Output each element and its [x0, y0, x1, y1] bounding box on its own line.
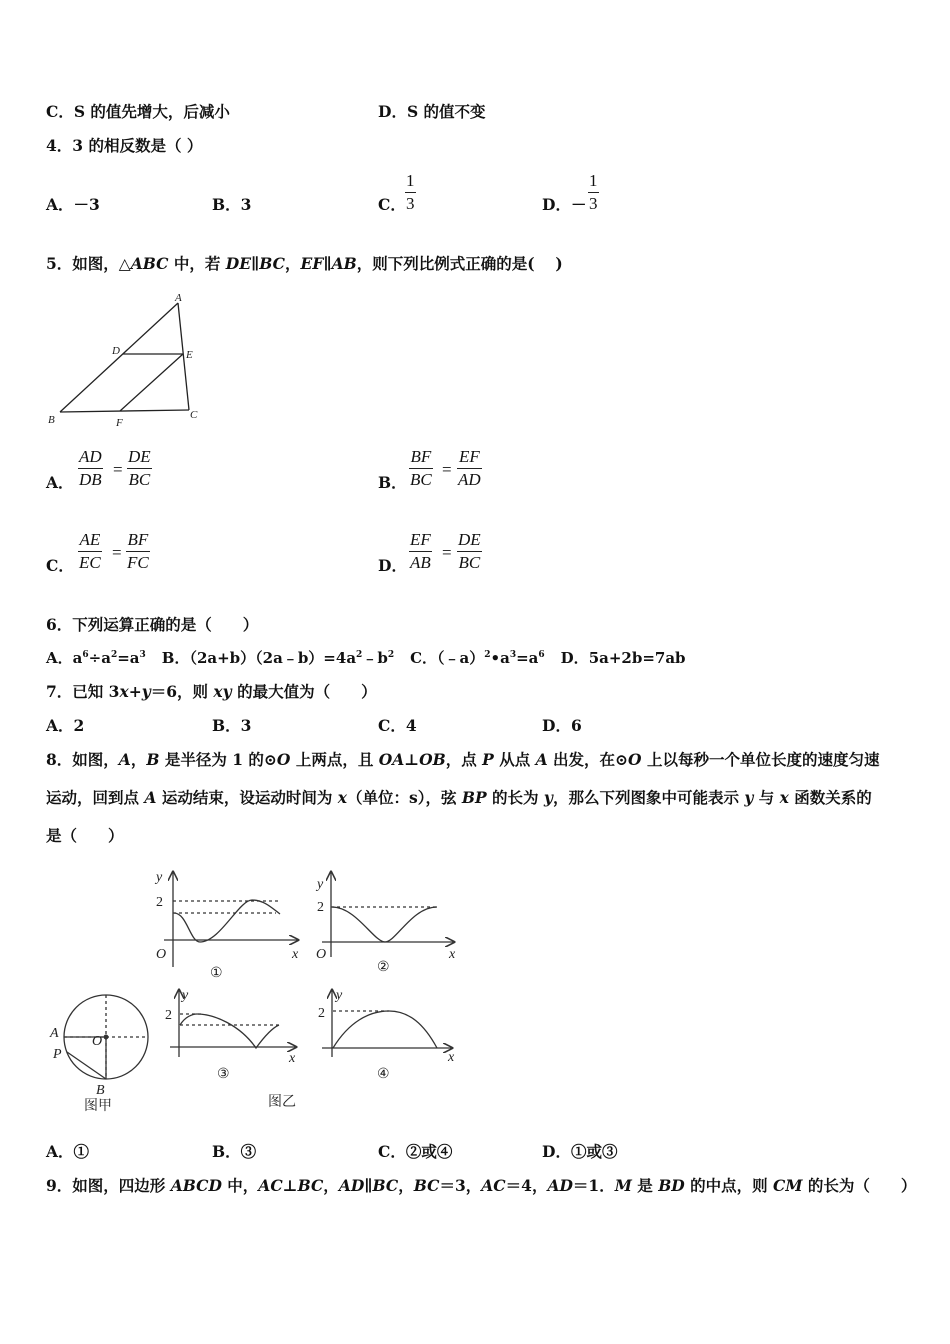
denominator: FC: [127, 553, 149, 572]
caption-yi: 图乙: [268, 1095, 296, 1110]
label-d: D: [112, 345, 120, 357]
origin-label: O: [316, 947, 327, 962]
q8-stem-line-3: 是（ ）: [46, 826, 124, 845]
curve: [174, 900, 280, 942]
text: 运动，回到点: [46, 788, 145, 807]
q8-stem-line-1: [46, 750, 879, 770]
math-var: A: [144, 788, 157, 807]
graph-4-number: ④: [377, 1067, 390, 1082]
math-var: BC: [259, 254, 285, 273]
text: ，则下列比例式正确的是( ): [356, 254, 563, 273]
math-var: xy: [213, 682, 232, 701]
expr: 5a+2b=7ab: [588, 649, 686, 667]
text: 7．已知 3: [46, 682, 120, 701]
text: ＝3，: [439, 1176, 482, 1195]
q5-option-a-label: A．: [46, 473, 74, 492]
math-var: y: [141, 682, 151, 701]
numerator: EF: [410, 530, 431, 549]
math-var: x: [779, 788, 789, 807]
text: 的中点，则: [684, 1176, 774, 1195]
expr: ﹣b: [362, 649, 388, 667]
segment-ef: [120, 354, 183, 411]
exponent: 2: [387, 650, 395, 660]
expr: （﹣a）: [437, 649, 485, 667]
text: 出发，在⊙: [547, 750, 629, 769]
tick-2: 2: [156, 895, 163, 910]
y-label: y: [336, 988, 343, 1003]
q5-c-fraction-right: [126, 529, 150, 574]
denominator: BC: [410, 470, 432, 489]
text: 中，: [221, 1176, 259, 1195]
exponent: 6: [82, 650, 89, 660]
math-var: AC: [481, 1176, 506, 1195]
math-var: AD: [547, 1176, 573, 1195]
point-b-label: B: [96, 1083, 105, 1098]
q8-option-d: D．①或③: [542, 1142, 618, 1161]
q8-figure: [44, 862, 464, 1124]
text: 上两点，且: [290, 750, 379, 769]
math-var: P: [482, 750, 494, 769]
text: ，: [398, 1176, 414, 1195]
q8-option-c: C．②或④: [378, 1142, 453, 1161]
chord-bp: [67, 1052, 106, 1079]
text: 函数关系的: [788, 788, 872, 807]
exponent: 2: [356, 650, 363, 660]
math-var: ABCD: [170, 1176, 222, 1195]
text: ＝1．: [572, 1176, 615, 1195]
numerator: DE: [458, 530, 481, 549]
graph-3-number: ③: [217, 1067, 230, 1082]
math-var: M: [614, 1176, 632, 1195]
numerator: AE: [79, 530, 101, 549]
q5-option-c-label: C．: [46, 556, 74, 575]
numerator: DE: [128, 447, 151, 466]
math-var: CM: [773, 1176, 803, 1195]
q3-option-c: C．S 的值先增大，后减小: [46, 102, 230, 121]
curve: [333, 1011, 437, 1048]
q6-stem: 6．下列运算正确的是（ ）: [46, 615, 259, 634]
q5-a-fraction-right: [127, 446, 152, 491]
parallel-symbol: ∥: [323, 254, 332, 273]
q4-option-d-fraction: [588, 170, 599, 215]
text: 的最大值为（ ）: [231, 682, 377, 701]
math-var: AD: [338, 1176, 365, 1195]
exponent: 2: [484, 650, 491, 660]
text: ，点: [445, 750, 483, 769]
q4-d-denominator: 3: [589, 194, 598, 213]
label-e: E: [186, 349, 193, 361]
q7-option-a: A．2: [46, 716, 85, 735]
perp-symbol: ⊥: [404, 750, 420, 769]
q8-option-b: B．③: [212, 1142, 257, 1161]
x-label: x: [289, 1051, 296, 1066]
text: ＝4，: [505, 1176, 548, 1195]
equals-sign: =: [112, 543, 122, 562]
exponent: 2: [110, 650, 118, 660]
numerator: BF: [410, 447, 432, 466]
text: 与: [753, 788, 780, 807]
math-var: A: [118, 750, 131, 769]
circle-figure: [64, 995, 148, 1079]
q9-stem: [46, 1176, 916, 1196]
q5-option-b-label: B．: [378, 473, 407, 492]
text: 9．如图，四边形: [46, 1176, 171, 1195]
expr: a: [72, 649, 83, 667]
tick-2: 2: [165, 1008, 172, 1023]
label-f: F: [116, 417, 123, 429]
option-label: A．: [46, 649, 73, 667]
math-var: y: [744, 788, 754, 807]
equals-sign: =: [442, 460, 452, 479]
q8-stem-line-2: [46, 788, 872, 808]
q4-option-a: A．－3: [46, 195, 100, 214]
q7-option-d: D．6: [542, 716, 582, 735]
q5-d-fraction-right: [457, 529, 482, 574]
q5-b-fraction-right: [457, 446, 482, 491]
text: 是: [631, 1176, 659, 1195]
side-bc: [60, 410, 189, 412]
numerator: BF: [127, 530, 149, 549]
perp-symbol: ⊥: [282, 1176, 298, 1195]
equals-sign: =: [442, 543, 452, 562]
expr: ÷a: [88, 649, 111, 667]
text: ，: [323, 1176, 339, 1195]
q4-option-d-label: D．－: [542, 195, 587, 214]
option-label: C．: [410, 649, 438, 667]
math-var: BC: [372, 1176, 399, 1195]
text: ，: [285, 254, 301, 273]
math-var: x: [337, 788, 347, 807]
q5-a-fraction-left: [78, 446, 103, 491]
text: 的长为: [486, 788, 544, 807]
denominator: BC: [128, 470, 151, 489]
center-point: [104, 1035, 108, 1039]
exponent: 6: [538, 650, 545, 660]
graph-3: [170, 990, 296, 1057]
option-label: D．: [560, 649, 589, 667]
text: 的长为（ ）: [802, 1176, 917, 1195]
text: +: [128, 682, 142, 701]
expr: （2a+b）（2a﹣b）=4a: [189, 649, 357, 667]
math-var: y: [543, 788, 553, 807]
q5-stem: [46, 254, 563, 274]
text: （单位：s），弦: [346, 788, 462, 807]
expr: =a: [117, 649, 140, 667]
graph-2: [322, 872, 454, 957]
point-o-label: O: [92, 1034, 103, 1049]
exponent: 3: [509, 650, 517, 660]
label-c: C: [190, 409, 198, 421]
q5-option-d-label: D．: [378, 556, 407, 575]
q4-c-denominator: 3: [406, 194, 415, 213]
math-var: O: [276, 750, 291, 769]
label-b: B: [48, 414, 55, 426]
x-label: x: [449, 947, 456, 962]
graph-1: [164, 872, 298, 967]
denominator: DB: [79, 470, 102, 489]
denominator: AB: [410, 553, 431, 572]
math-var: O: [628, 750, 642, 769]
math-var: AB: [331, 254, 357, 273]
q4-stem: 4．3 的相反数是（ ）: [46, 136, 203, 155]
side-ab: [60, 303, 178, 412]
caption-jia: 图甲: [84, 1099, 112, 1114]
text: 从点: [493, 750, 536, 769]
q8-option-a: A．①: [46, 1142, 90, 1161]
label-a: A: [175, 292, 182, 304]
curve: [332, 907, 437, 942]
q5-b-fraction-left: [409, 446, 433, 491]
q4-c-numerator: 1: [406, 171, 415, 190]
parallel-symbol: ∥: [364, 1176, 373, 1195]
text: 运动结束，设运动时间为: [156, 788, 338, 807]
math-var: DE: [225, 254, 252, 273]
tick-2: 2: [317, 900, 324, 915]
q5-c-fraction-left: [78, 529, 102, 574]
numerator: EF: [458, 447, 480, 466]
math-var: BC: [413, 1176, 440, 1195]
expr: =a: [516, 649, 539, 667]
parallel-symbol: ∥: [251, 254, 260, 273]
math-var: BC: [297, 1176, 324, 1195]
y-label: y: [317, 877, 324, 892]
math-var: EF: [300, 254, 324, 273]
y-label: y: [156, 870, 163, 885]
exponent: 3: [139, 650, 146, 660]
math-var: OA: [378, 750, 405, 769]
denominator: AD: [458, 470, 481, 489]
text: ＝6，则: [150, 682, 214, 701]
x-label: x: [448, 1050, 455, 1065]
text: 中，若: [168, 254, 226, 273]
numerator: AD: [79, 447, 102, 466]
equals-sign: =: [113, 460, 123, 479]
q4-d-numerator: 1: [589, 171, 598, 190]
origin-label: O: [156, 947, 167, 962]
expr: •a: [490, 649, 510, 667]
y-label: y: [182, 988, 189, 1003]
q4-option-c-fraction: [405, 170, 416, 215]
denominator: BC: [458, 553, 481, 572]
x-label: x: [292, 947, 299, 962]
q7-option-b: B．3: [212, 716, 252, 735]
text: 5．如图，△: [46, 254, 131, 273]
graph-2-number: ②: [377, 960, 390, 975]
q4-option-b: B．3: [212, 195, 252, 214]
math-var: OB: [419, 750, 446, 769]
point-a-label: A: [50, 1026, 59, 1041]
q5-triangle-figure: [44, 290, 214, 430]
q5-d-fraction-left: [409, 529, 432, 574]
math-var: ABC: [130, 254, 169, 273]
math-var: B: [146, 750, 160, 769]
denominator: EC: [79, 553, 101, 572]
text: 上以每秒一个单位长度的速度匀速: [641, 750, 880, 769]
q4-option-c-label: C．: [378, 195, 406, 214]
q3-option-d: D．S 的值不变: [378, 102, 486, 121]
tick-2: 2: [318, 1006, 325, 1021]
text: 8．如图，: [46, 750, 119, 769]
option-label: B．: [161, 649, 190, 667]
text: ，: [130, 750, 147, 769]
q7-option-c: C．4: [378, 716, 417, 735]
math-var: AC: [258, 1176, 283, 1195]
graph-1-number: ①: [210, 966, 223, 981]
point-p-label: P: [53, 1047, 62, 1062]
q7-stem: [46, 682, 377, 702]
math-var: A: [535, 750, 548, 769]
curve: [180, 1014, 279, 1048]
q6-options: [46, 648, 686, 668]
math-var: BP: [461, 788, 487, 807]
text: ，那么下列图象中可能表示: [552, 788, 745, 807]
math-var: x: [119, 682, 129, 701]
math-var: BD: [658, 1176, 685, 1195]
text: 是半径为 1 的⊙: [159, 750, 277, 769]
